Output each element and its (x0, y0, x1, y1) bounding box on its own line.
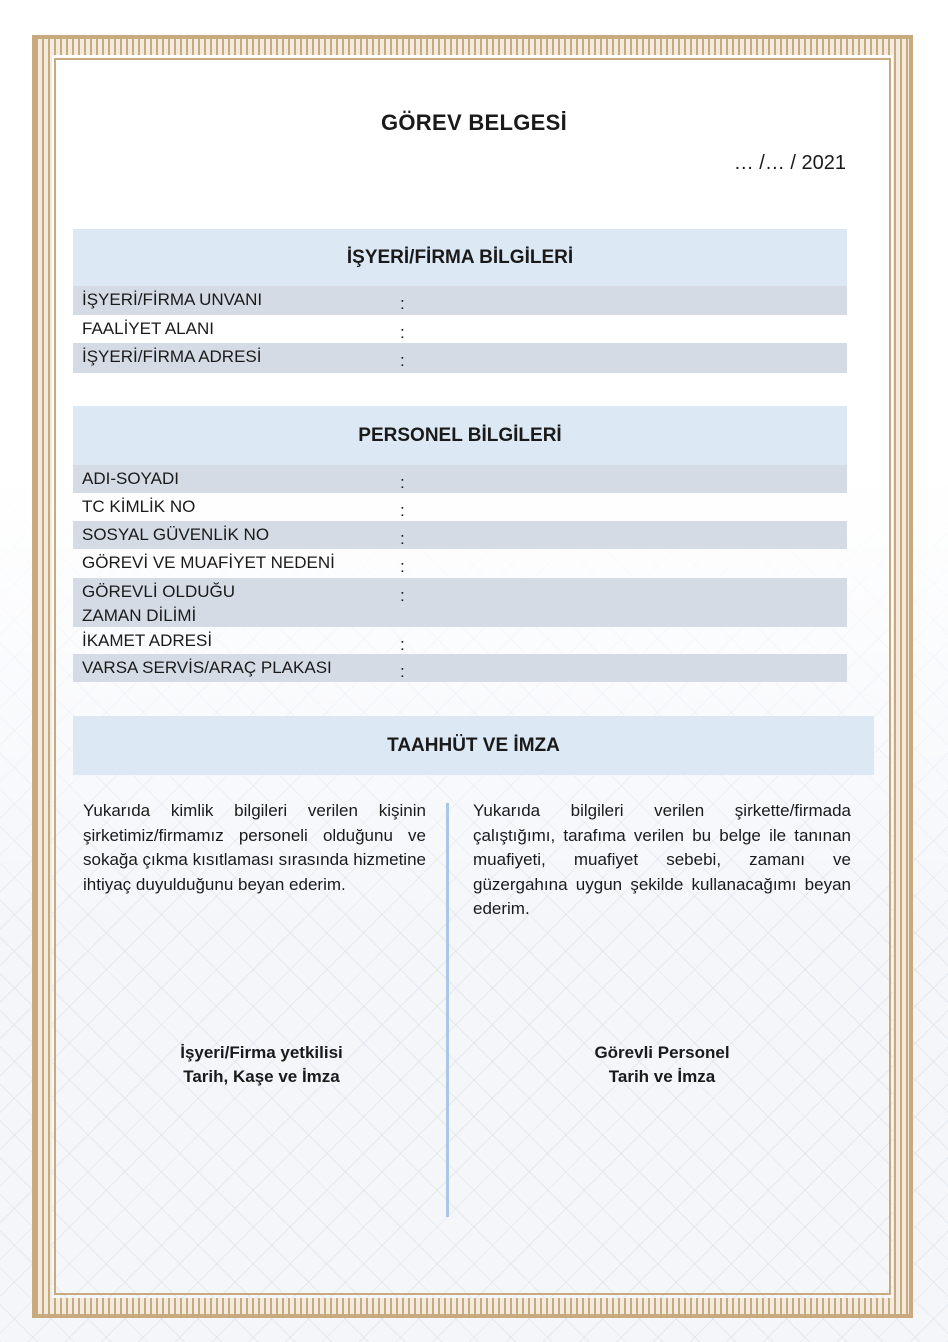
field-label: GÖREVİ VE MUAFİYET NEDENİ (82, 553, 335, 572)
field-label: TC KİMLİK NO (82, 497, 196, 516)
field-separator: : (400, 473, 405, 492)
table-row (73, 343, 847, 373)
employer-signature-subtitle: Tarih, Kaşe ve İmza (183, 1067, 340, 1086)
field-label: GÖREVLİ OLDUĞU ZAMAN DİLİMİ (82, 582, 236, 625)
table-row (73, 465, 847, 493)
column-divider (446, 803, 449, 1217)
field-separator: : (400, 662, 405, 681)
document-title: GÖREV BELGESİ (380, 110, 568, 135)
field-label: İKAMET ADRESİ (82, 631, 213, 650)
company-section-heading: İŞYERİ/FİRMA BİLGİLERİ (73, 229, 847, 286)
table-row (73, 654, 847, 682)
field-separator: : (400, 294, 405, 313)
employer-signature-title: İşyeri/Firma yetkilisi (180, 1043, 343, 1062)
table-row (73, 286, 847, 315)
employer-commitment-text: Yukarıda kimlik bilgileri verilen kişinin şirketimiz/firmamız personeli olduğunu ve sokağa çıkma kısıtlaması sırasında hizmetine ihtiyaç duyulduğunu beyan ederim. (83, 801, 426, 894)
table-row (73, 627, 847, 654)
company-info-table (73, 286, 847, 373)
field-separator: : (400, 586, 405, 605)
field-separator: : (400, 323, 405, 342)
table-row (73, 315, 847, 343)
table-row (73, 549, 847, 578)
field-separator: : (400, 501, 405, 520)
table-row (73, 521, 847, 549)
field-separator: : (400, 529, 405, 548)
document-date: … /… / 2021 (733, 152, 846, 174)
employer-signature-block (140, 1041, 383, 1089)
field-label: İŞYERİ/FİRMA UNVANI (82, 290, 263, 309)
field-separator: : (400, 351, 405, 370)
table-row (73, 493, 847, 521)
employee-commitment-text: Yukarıda bilgileri verilen şirkette/firmada çalıştığımı, tarafıma verilen bu belge ile tanınan muafiyeti, muafiyet sebebi, zamanı ve güzergahına uygun şekilde kullanacağımı beyan ederim. (473, 801, 851, 918)
employee-signature-block (556, 1041, 768, 1089)
personnel-info-table (73, 465, 847, 682)
personnel-section-heading: PERSONEL BİLGİLERİ (73, 406, 847, 465)
field-separator: : (400, 557, 405, 576)
employee-signature-subtitle: Tarih ve İmza (608, 1067, 716, 1086)
field-label: İŞYERİ/FİRMA ADRESİ (82, 347, 262, 366)
employee-signature-title: Görevli Personel (594, 1043, 730, 1062)
field-label: SOSYAL GÜVENLİK NO (82, 525, 270, 544)
field-label: FAALİYET ALANI (82, 319, 214, 338)
commitment-section-heading: TAAHHÜT VE İMZA (73, 716, 874, 775)
field-label: ADI-SOYADI (82, 469, 179, 488)
field-separator: : (400, 635, 405, 654)
table-row (73, 578, 847, 627)
field-label: VARSA SERVİS/ARAÇ PLAKASI (82, 658, 332, 677)
